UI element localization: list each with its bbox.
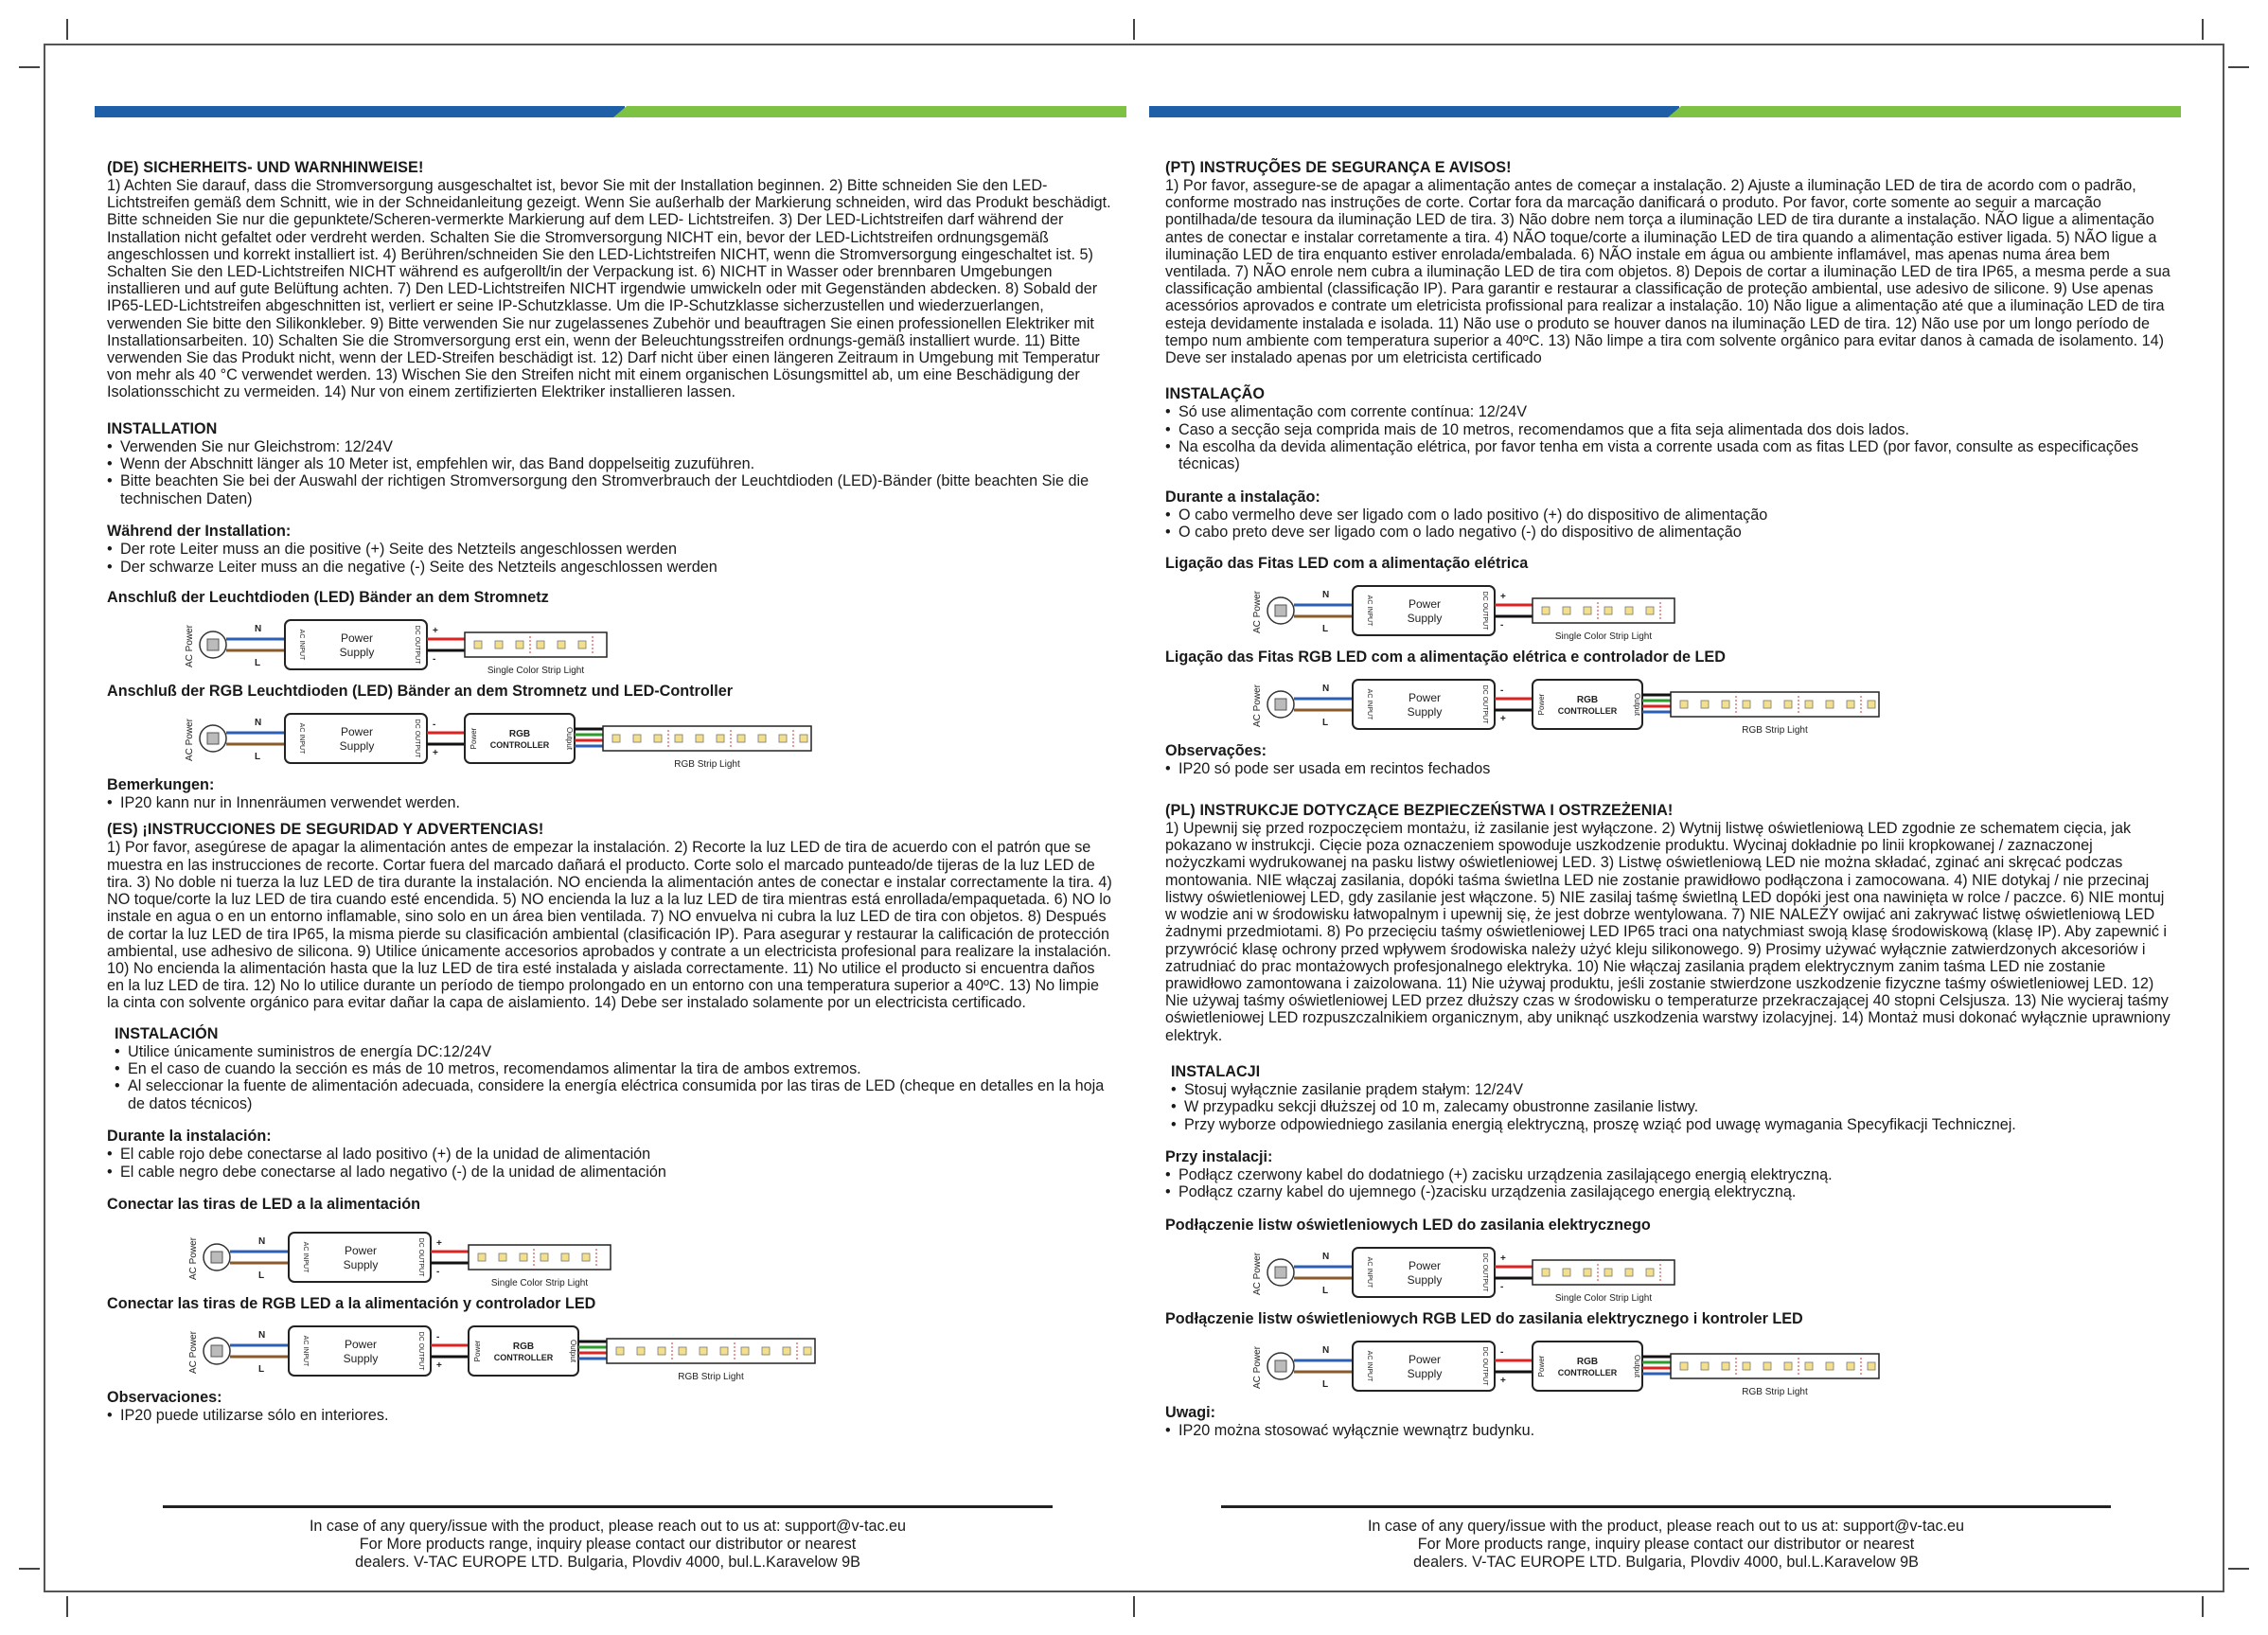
diagram-label: Supply bbox=[1407, 704, 1443, 719]
led-chip-icon bbox=[1743, 701, 1750, 708]
list-item: • Podłącz czerwony kabel do dodatniego (+) zacisku urządzenia zasilającego energią elektryczną. bbox=[1165, 1166, 2171, 1183]
diagram-label: L bbox=[255, 752, 261, 763]
plug-icon bbox=[1275, 605, 1286, 616]
diagram-label: RGB Strip Light bbox=[674, 759, 740, 771]
list-item: • En el caso de cuando la sección es más de 10 metros, recomendamos alimentar la tira de ambos extremos. bbox=[115, 1060, 1112, 1077]
footer-line: dealers. V-TAC EUROPE LTD. Bulgaria, Plovdiv 4000, bul.L.Karavelow 9B bbox=[355, 1554, 860, 1571]
de-notes-title: Bemerkungen: bbox=[107, 776, 215, 794]
diagram-label: Single Color Strip Light bbox=[487, 666, 585, 677]
led-chip-icon bbox=[1847, 1362, 1854, 1370]
es-during bbox=[107, 1128, 1112, 1181]
diagram-label: DC OUTPUT bbox=[1481, 591, 1488, 631]
led-chip-icon bbox=[696, 735, 703, 742]
led-chip-icon bbox=[516, 641, 523, 649]
diagram-label: AC INPUT bbox=[1366, 1350, 1373, 1382]
diagram-label: RGB bbox=[512, 1341, 535, 1352]
pl-install bbox=[1165, 1063, 2171, 1133]
diagram-label: N bbox=[1322, 589, 1330, 600]
diagram-label: + bbox=[1500, 1375, 1506, 1386]
led-chip-icon bbox=[658, 1347, 665, 1355]
led-chip-icon bbox=[612, 735, 620, 742]
pl-section bbox=[1165, 802, 2171, 1044]
led-chip-icon bbox=[783, 1347, 790, 1355]
diagram-label: + bbox=[436, 1237, 442, 1249]
de-during bbox=[107, 523, 1112, 576]
diagram-label: + bbox=[1500, 1253, 1506, 1264]
list-item: • Na escolha da devida alimentação elétrica, por favor tenha em vista a corrente usada com as fitas LED (por favor, consulte as especificações técnicas) bbox=[1165, 438, 2171, 473]
diagram-label: Power bbox=[344, 1243, 378, 1257]
pt-section bbox=[1165, 159, 2171, 366]
diagram-label: DC OUTPUT bbox=[414, 625, 420, 665]
led-chip-icon bbox=[495, 641, 503, 649]
diagram-label: DC OUTPUT bbox=[1481, 1253, 1488, 1292]
header-bar-right bbox=[1149, 106, 2181, 117]
footer-divider bbox=[163, 1505, 1053, 1508]
es-title: (ES) ¡INSTRUCCIONES DE SEGURIDAD Y ADVERTENCIAS! bbox=[107, 821, 544, 839]
led-chip-icon bbox=[1646, 1269, 1654, 1276]
diagram-label: Supply bbox=[339, 739, 375, 754]
pl-conn2-title: Podłączenie listw oświetleniowych RGB LED do zasilania elektrycznego i kontroler LED bbox=[1165, 1309, 1803, 1327]
diagram-label: Power bbox=[1537, 1355, 1546, 1377]
diagram-label: L bbox=[1322, 717, 1329, 728]
footer-line: For More products range, inquiry please contact our distributor or nearest bbox=[1417, 1536, 1915, 1553]
led-chip-icon bbox=[1584, 607, 1591, 614]
wiring-svg bbox=[1249, 1242, 1684, 1308]
de-install-title: INSTALLATION bbox=[107, 419, 218, 437]
list-item: • Przy wyborze odpowiedniego zasilania energią elektryczną, proszę wziąć pod uwagę wymagania Specyfikacji Technicznej. bbox=[1171, 1116, 2171, 1133]
plug-icon bbox=[207, 733, 219, 744]
led-chip-icon bbox=[578, 641, 586, 649]
footer-right bbox=[1306, 1518, 2026, 1572]
diagram-label: - bbox=[433, 654, 436, 666]
list-item: • Verwenden Sie nur Gleichstrom: 12/24V bbox=[107, 438, 1112, 455]
led-chip-icon bbox=[720, 1347, 728, 1355]
footer-line: For More products range, inquiry please contact our distributor or nearest bbox=[359, 1536, 857, 1553]
diagram-label: DC OUTPUT bbox=[1481, 684, 1488, 724]
pt-install-title: INSTALAÇÃO bbox=[1165, 385, 1265, 403]
pl-title: (PL) INSTRUKCJE DOTYCZĄCE BEZPIECZEŃSTWA I OSTRZEŻENIA! bbox=[1165, 802, 1674, 820]
footer-line: In case of any query/issue with the product, please reach out to us at: support@v-tac.eu bbox=[1367, 1518, 1965, 1535]
crop-mark bbox=[2202, 1596, 2204, 1617]
de-text: 1) Achten Sie darauf, dass die Stromversorgung ausgeschaltet ist, bevor Sie mit der Installation beginnen. 2) Bitte schneiden Sie den LED-Lichtstreifen gemäß dem Schnitt, wie in der Schneidanleitung gezeigt. Wenn Sie außerhalb der Markierung schneiden, wird das Produkt beschädigt. Bitte schneiden Sie nur die gepunktete/Scheren-vermerkte Markierung auf dem LED- Lichtstreifen. 3) Der LED-Lichtstreifen darf während der Installation nicht gefaltet oder verdreht werden. Schalten Sie die Stromversorgung NICHT ein, bevor der LED-Lichtstreifen ordnungsgemäß angeschlossen und korrekt installiert ist. 4) Berühren/schneiden Sie den LED-Lichtstreifen NICHT, wenn die Stromversorgung eingeschaltet ist. 5) Schalten Sie den LED-Lichtstreifen NICHT während es aufgerollt/in der Verpackung ist. 6) NICHT in Wasser oder brennbaren Umgebungen installieren und auf gute Belüftung achten. 7) Den LED-Lichtstreifen NICHT irgendwie umwickeln oder mit Gegenständen abdecken. 8) Sobald der IP65-LED-Lichtstreifen abgeschnitten ist, verliert er seine IP-Schutzklasse. Um die IP-Schutzklasse sicherzustellen und wiederzuerlangen, verwenden Sie bitte den Silikonkleber. 9) Bitte verwenden Sie nur zugelassenes Zubehör und beauftragen Sie einen professionellen Elektriker mit Installationsarbeiten. 10) Schalten Sie die Stromversorgung erst ein, wenn der Beleuchtungsstreifen ordnungs-gemäß installiert wurde. 11) Bitte verwenden Sie das Produkt nicht, wenn der LED-Streifen beschädigt ist. 12) Darf nicht über einen längeren Zeitraum in Umgebung mit Temperatur von mehr als 40 °C verwendet werden. 13) Wischen Sie den Streifen nicht mit einem organischen Lösungsmittel ab, um eine Beschädigung der Isolationsschicht zu vermeiden. 14) Nur von einem zertifizierten Elektriker installieren lassen. bbox=[107, 177, 1111, 401]
led-chip-icon bbox=[1805, 1362, 1813, 1370]
diagram-label: Supply bbox=[343, 1351, 379, 1365]
led-chip-icon bbox=[1722, 1362, 1729, 1370]
led-chip-icon bbox=[1826, 1362, 1834, 1370]
pl-notes-title: Uwagi: bbox=[1165, 1403, 1216, 1421]
es-notes bbox=[107, 1389, 1112, 1424]
wiring-diagram-single bbox=[1249, 1242, 2171, 1304]
list-item: • Caso a secção seja comprida mais de 10 metros, recomendamos que a fita seja alimentada dos dois lados. bbox=[1165, 421, 2171, 438]
power-supply-icon bbox=[1353, 586, 1495, 635]
crop-mark bbox=[19, 66, 40, 68]
power-supply-icon bbox=[289, 1326, 431, 1376]
diagram-label: CONTROLLER bbox=[493, 1352, 554, 1362]
diagram-label: AC INPUT bbox=[1366, 688, 1373, 720]
diagram-label: Supply bbox=[343, 1257, 379, 1271]
de-section bbox=[107, 159, 1112, 401]
diagram-label: Single Color Strip Light bbox=[490, 1277, 589, 1288]
diagram-label: RGB bbox=[1576, 694, 1599, 705]
diagram-label: AC Power bbox=[188, 1330, 199, 1374]
diagram-label: Supply bbox=[1407, 1366, 1443, 1380]
list-item: • Der schwarze Leiter muss an die negative (-) Seite des Netzteils angeschlossen werden bbox=[107, 559, 1112, 576]
diagram-label: CONTROLLER bbox=[1557, 1367, 1618, 1377]
list-item: • IP20 kann nur in Innenräumen verwendet werden. bbox=[107, 794, 1112, 811]
led-chip-icon bbox=[1868, 1362, 1875, 1370]
diagram-label: - bbox=[1500, 1281, 1504, 1292]
led-chip-icon bbox=[499, 1253, 506, 1261]
crop-mark bbox=[1133, 19, 1135, 40]
plug-icon bbox=[1275, 699, 1286, 710]
power-supply-icon bbox=[285, 714, 427, 763]
diagram-label: Power bbox=[1537, 693, 1546, 716]
diagram-label: Output bbox=[1633, 1354, 1641, 1377]
diagram-label: RGB Strip Light bbox=[1742, 1386, 1808, 1397]
diagram-label: N bbox=[255, 718, 262, 729]
wiring-diagram-single bbox=[181, 614, 1112, 677]
diagram-label: Output bbox=[1633, 692, 1641, 716]
led-chip-icon bbox=[1604, 607, 1612, 614]
power-supply-icon bbox=[1353, 1248, 1495, 1297]
diagram-label: - bbox=[433, 720, 436, 731]
led-chip-icon bbox=[758, 735, 766, 742]
led-chip-icon bbox=[540, 1253, 548, 1261]
led-chip-icon bbox=[1584, 1269, 1591, 1276]
list-item: • IP20 puede utilizarse sólo en interiores. bbox=[107, 1407, 1112, 1424]
led-chip-icon bbox=[700, 1347, 707, 1355]
led-chip-icon bbox=[478, 1253, 486, 1261]
led-chip-icon bbox=[558, 641, 565, 649]
list-item: • Só use alimentação com corrente contínua: 12/24V bbox=[1165, 403, 2171, 420]
diagram-label: N bbox=[1322, 1344, 1330, 1356]
wiring-svg bbox=[1249, 580, 1684, 647]
led-chip-icon bbox=[633, 735, 641, 742]
list-item: • W przypadku sekcji dłuższej od 10 m, zalecamy obustronne zasilanie listwy. bbox=[1171, 1098, 2171, 1115]
led-chip-icon bbox=[1763, 701, 1771, 708]
led-chip-icon bbox=[779, 735, 787, 742]
led-chip-icon bbox=[537, 641, 544, 649]
es-text: 1) Por favor, asegúrese de apagar la alimentación antes de empezar la instalación. 2) Recorte la luz LED de tira de acuerdo con el patrón que se muestra en las instrucciones de recorte. Cortar fuera del marcado dañará el producto. Corte solo el marcado punteado/de tijeras de la luz LED de tira. 3) No doble ni tuerza la luz LED de tira durante la instalación. NO encienda la alimentación antes de conectar e instalar correctamente la tira. 4) NO toque/corte la luz LED de tira cuando esté encendida. 5) NO encienda la luz a la luz LED de tira mientras está enrollada/empaquetada. 6) NO lo instale en agua o en un entorno inflamable, sino solo en un área bien ventilada. 7) NO envuelva ni cubra la luz LED de tira con objetos. 8) Después de cortar la luz LED de tira IP65, la misma pierde su clasificación ambiental (clasificación IP). Para asegurar y restaurar la calificación de protección ambiental, use adhesivo de silicona. 9) Utilice únicamente accesorios aprobados y contrate a un electricista profesional para realizare la instalación. 10) No encienda la alimentación hasta que la luz LED de tira esté instalada y aislada correctamente. 11) No utilice el producto si encuentra daños en la luz LED de tira. 12) No lo utilice durante un período de tiempo prolongado en un entorno con una temperatura superior a 40ºC. 13) No limpie la cinta con solvente orgánico para evitar dañar la capa de aislamiento. 14) Debe ser instalado solamente por un electricista certificado. bbox=[107, 839, 1112, 1012]
diagram-label: + bbox=[433, 626, 438, 637]
footer-line: dealers. V-TAC EUROPE LTD. Bulgaria, Plovdiv 4000, bul.L.Karavelow 9B bbox=[1413, 1554, 1919, 1571]
led-chip-icon bbox=[1701, 1362, 1709, 1370]
de-during-title: Während der Installation: bbox=[107, 523, 292, 541]
diagram-label: AC Power bbox=[188, 1236, 199, 1280]
wiring-svg bbox=[1249, 674, 1911, 740]
diagram-label: L bbox=[1322, 623, 1329, 634]
footer-line: In case of any query/issue with the product, please reach out to us at: support@v-tac.eu bbox=[309, 1518, 907, 1535]
plug-icon bbox=[211, 1252, 222, 1263]
header-bar-left bbox=[95, 106, 1126, 117]
diagram-label: Power bbox=[1408, 690, 1442, 704]
left-column bbox=[107, 159, 1112, 1424]
diagram-label: Output bbox=[569, 1339, 577, 1362]
diagram-label: - bbox=[1500, 1346, 1504, 1358]
led-chip-icon bbox=[741, 1347, 749, 1355]
footer-divider bbox=[1221, 1505, 2111, 1508]
diagram-label: AC INPUT bbox=[302, 1335, 309, 1367]
list-item: • El cable negro debe conectarse al lado negativo (-) de la unidad de alimentación bbox=[107, 1164, 1112, 1181]
list-item: • Utilice únicamente suministros de energía DC:12/24V bbox=[115, 1043, 1112, 1060]
led-chip-icon bbox=[1826, 701, 1834, 708]
list-item: • Al seleccionar la fuente de alimentación adecuada, considere la energía eléctrica consumida por las tiras de LED (cheque en detalles en la hoja de datos técnicos) bbox=[115, 1077, 1112, 1112]
led-chip-icon bbox=[679, 1347, 686, 1355]
es-conn1-title: Conectar las tiras de LED a la alimentación bbox=[107, 1195, 421, 1213]
led-chip-icon bbox=[1680, 701, 1688, 708]
es-during-title: Durante la instalación: bbox=[107, 1128, 272, 1146]
pt-during-title: Durante a instalação: bbox=[1165, 488, 1320, 506]
led-chip-icon bbox=[804, 1347, 811, 1355]
wiring-svg bbox=[1249, 1336, 1911, 1402]
right-column bbox=[1165, 159, 2171, 1439]
diagram-label: N bbox=[255, 624, 262, 635]
pl-during bbox=[1165, 1148, 2171, 1201]
es-install-title: INSTALACIÓN bbox=[115, 1024, 219, 1042]
diagram-label: Power bbox=[344, 1337, 378, 1351]
diagram-label: Power bbox=[1408, 1258, 1442, 1272]
de-notes bbox=[107, 776, 1112, 811]
crop-mark bbox=[1133, 1596, 1135, 1617]
wiring-diagram-rgb bbox=[1249, 1336, 2171, 1395]
pt-notes bbox=[1165, 742, 2171, 777]
crop-mark bbox=[66, 1596, 68, 1617]
led-chip-icon bbox=[1680, 1362, 1688, 1370]
diagram-label: N bbox=[258, 1235, 266, 1247]
led-chip-icon bbox=[1722, 701, 1729, 708]
led-chip-icon bbox=[582, 1253, 590, 1261]
wiring-svg bbox=[185, 1227, 620, 1293]
diagram-label: Power bbox=[340, 725, 374, 739]
pt-notes-title: Observações: bbox=[1165, 741, 1267, 759]
diagram-label: AC Power bbox=[1252, 590, 1263, 633]
es-install bbox=[107, 1025, 1112, 1113]
es-notes-title: Observaciones: bbox=[107, 1388, 222, 1406]
led-chip-icon bbox=[1625, 607, 1633, 614]
led-chip-icon bbox=[1542, 1269, 1550, 1276]
diagram-label: - bbox=[436, 1331, 440, 1342]
led-chip-icon bbox=[637, 1347, 645, 1355]
pt-title: (PT) INSTRUÇÕES DE SEGURANÇA E AVISOS! bbox=[1165, 159, 1512, 176]
list-item: • Bitte beachten Sie bei der Auswahl der richtigen Stromversorgung den Stromverbrauch der Leuchtdioden (LED)-Bänder (bitte beachten Sie die technischen Daten) bbox=[107, 472, 1112, 507]
diagram-label: Supply bbox=[339, 646, 375, 660]
plug-icon bbox=[211, 1345, 222, 1357]
wiring-svg bbox=[181, 614, 616, 681]
es-section bbox=[107, 821, 1112, 1011]
led-chip-icon bbox=[616, 1347, 624, 1355]
de-install bbox=[107, 420, 1112, 508]
pl-conn1-title: Podłączenie listw oświetleniowych LED do zasilania elektrycznego bbox=[1165, 1216, 1651, 1234]
diagram-label: + bbox=[1500, 591, 1506, 602]
diagram-label: + bbox=[1500, 713, 1506, 724]
pt-conn2-title: Ligação das Fitas RGB LED com a alimentação elétrica e controlador de LED bbox=[1165, 648, 1726, 666]
diagram-label: AC Power bbox=[1252, 1345, 1263, 1389]
pl-during-title: Przy instalacji: bbox=[1165, 1147, 1273, 1165]
diagram-label: DC OUTPUT bbox=[414, 719, 420, 758]
diagram-label: N bbox=[1322, 1251, 1330, 1262]
wiring-diagram-single bbox=[1249, 580, 2171, 642]
led-chip-icon bbox=[1563, 1269, 1570, 1276]
diagram-label: - bbox=[1500, 619, 1504, 631]
led-chip-icon bbox=[1784, 1362, 1792, 1370]
led-chip-icon bbox=[1625, 1269, 1633, 1276]
pt-text: 1) Por favor, assegure-se de apagar a alimentação antes de começar a instalação. 2) Ajuste a iluminação LED de tira de acordo com o padrão, conforme mostrado nas instruções de corte. Cortar fora da marcação danificará o produto. Por favor, corte somente ao seguir a marcação pontilhada/de tesoura da iluminação LED de tira. 3) Não dobre nem torça a iluminação LED de tira durante a instalação. NÃO ligue a alimentação antes de conectar e instalar corretamente a tira. 4) NÃO toque/corte a iluminação LED de tira quando a alimentação estiver ligada. 5) NÃO ligue a iluminação LED de tira enquanto estiver enrolada/embalada. 6) NÃO instale em água ou ambiente inflamável, mas apenas numa área bem ventilada. 7) NÃO enrole nem cubra a iluminação LED de tira com objetos. 8) Depois de cortar a iluminação LED de tira IP65, a mesma perde a sua classificação ambiental (classificação IP). Para garantir e restaurar a classificação de proteção ambiental, use adesivo de silicone. 9) Use apenas acessórios aprovados e contrate um eletricista profissional para realizar a instalação. 10) Não ligue a alimentação até que a iluminação LED de tira esteja devidamente instalada e isolada. 11) Não use o produto se houver danos na iluminação LED de tira. 12) Não use por um longo período de tempo num ambiente com temperatura superior a 40ºC. 13) Não limpe a tira com solvente orgânico para evitar danos à camada de isolamento. 14) Deve ser instalado apenas por um eletricista certificado bbox=[1165, 177, 2171, 367]
diagram-label: AC Power bbox=[1252, 684, 1263, 727]
diagram-label: Power bbox=[340, 631, 374, 646]
diagram-label: L bbox=[1322, 1378, 1329, 1390]
wiring-diagram-rgb bbox=[181, 708, 1112, 771]
de-title: (DE) SICHERHEITS- UND WARNHINWEISE! bbox=[107, 159, 424, 176]
diagram-label: AC Power bbox=[185, 625, 195, 668]
list-item: • El cable rojo debe conectarse al lado positivo (+) de la unidad de alimentación bbox=[107, 1146, 1112, 1163]
led-chip-icon bbox=[654, 735, 662, 742]
led-chip-icon bbox=[737, 735, 745, 742]
wiring-svg bbox=[181, 708, 843, 774]
plug-icon bbox=[207, 639, 219, 650]
diagram-label: N bbox=[1322, 683, 1330, 694]
diagram-label: RGB Strip Light bbox=[678, 1371, 744, 1382]
diagram-label: Power bbox=[470, 727, 478, 750]
diagram-label: Output bbox=[565, 727, 574, 751]
diagram-label: Power bbox=[1408, 1352, 1442, 1366]
diagram-label: Supply bbox=[1407, 611, 1443, 625]
diagram-label: + bbox=[436, 1360, 442, 1371]
led-chip-icon bbox=[717, 735, 724, 742]
power-supply-icon bbox=[1353, 680, 1495, 729]
plug-icon bbox=[1275, 1267, 1286, 1278]
pl-notes bbox=[1165, 1404, 2171, 1439]
wiring-diagram-rgb bbox=[1249, 674, 2171, 736]
led-chip-icon bbox=[1646, 607, 1654, 614]
led-chip-icon bbox=[561, 1253, 569, 1261]
crop-mark bbox=[2228, 66, 2249, 68]
diagram-label: CONTROLLER bbox=[489, 740, 550, 751]
diagram-label: AC INPUT bbox=[1366, 595, 1373, 627]
power-supply-icon bbox=[1353, 1342, 1495, 1391]
diagram-label: RGB Strip Light bbox=[1742, 724, 1808, 736]
led-chip-icon bbox=[1604, 1269, 1612, 1276]
diagram-label: AC INPUT bbox=[298, 629, 305, 661]
diagram-label: DC OUTPUT bbox=[1481, 1346, 1488, 1386]
pt-during bbox=[1165, 489, 2171, 542]
diagram-label: L bbox=[255, 658, 261, 669]
led-chip-icon bbox=[675, 735, 682, 742]
led-chip-icon bbox=[1542, 607, 1550, 614]
led-chip-icon bbox=[1784, 701, 1792, 708]
power-supply-icon bbox=[289, 1233, 431, 1282]
diagram-label: Supply bbox=[1407, 1272, 1443, 1287]
diagram-label: AC INPUT bbox=[1366, 1256, 1373, 1288]
pl-install-title: INSTALACJI bbox=[1171, 1062, 1261, 1080]
diagram-label: N bbox=[258, 1329, 266, 1341]
diagram-label: L bbox=[1322, 1285, 1329, 1296]
pt-install bbox=[1165, 385, 2171, 473]
diagram-label: RGB bbox=[1576, 1356, 1599, 1367]
diagram-label: Power bbox=[473, 1340, 482, 1362]
diagram-label: DC OUTPUT bbox=[417, 1331, 424, 1371]
led-chip-icon bbox=[1805, 701, 1813, 708]
diagram-label: AC INPUT bbox=[302, 1241, 309, 1273]
diagram-label: CONTROLLER bbox=[1557, 705, 1618, 716]
list-item: • IP20 só pode ser usada em recintos fechados bbox=[1165, 760, 2171, 777]
list-item: • IP20 można stosować wyłącznie wewnątrz budynku. bbox=[1165, 1422, 2171, 1439]
led-chip-icon bbox=[1701, 701, 1709, 708]
diagram-label: DC OUTPUT bbox=[417, 1237, 424, 1277]
led-chip-icon bbox=[1763, 1362, 1771, 1370]
wiring-diagram-single bbox=[185, 1227, 1112, 1286]
crop-mark bbox=[2202, 19, 2204, 40]
list-item: • O cabo vermelho deve ser ligado com o lado positivo (+) do dispositivo de alimentação bbox=[1165, 506, 2171, 524]
led-chip-icon bbox=[800, 735, 807, 742]
list-item: • O cabo preto deve ser ligado com o lado negativo (-) do dispositivo de alimentação bbox=[1165, 524, 2171, 541]
plug-icon bbox=[1275, 1360, 1286, 1372]
led-chip-icon bbox=[520, 1253, 527, 1261]
list-item: • Der rote Leiter muss an die positive (+) Seite des Netzteils angeschlossen werden bbox=[107, 541, 1112, 558]
list-item: • Stosuj wyłącznie zasilanie prądem stałym: 12/24V bbox=[1171, 1081, 2171, 1098]
power-supply-icon bbox=[285, 620, 427, 669]
led-chip-icon bbox=[762, 1347, 770, 1355]
diagram-label: - bbox=[436, 1266, 440, 1277]
led-chip-icon bbox=[1847, 701, 1854, 708]
diagram-label: RGB bbox=[508, 729, 531, 740]
diagram-label: Power bbox=[1408, 596, 1442, 611]
footer-left bbox=[248, 1518, 967, 1572]
wiring-diagram-rgb bbox=[185, 1321, 1112, 1382]
crop-mark bbox=[2228, 1568, 2249, 1570]
diagram-label: + bbox=[433, 748, 438, 759]
de-conn2-title: Anschluß der RGB Leuchtdioden (LED) Bänder an dem Stromnetz und LED-Controller bbox=[107, 683, 734, 701]
pt-conn1-title: Ligação das Fitas LED com a alimentação elétrica bbox=[1165, 554, 1529, 572]
de-conn1-title: Anschluß der Leuchtdioden (LED) Bänder an dem Stromnetz bbox=[107, 589, 549, 607]
wiring-svg bbox=[185, 1321, 847, 1387]
diagram-label: Single Color Strip Light bbox=[1554, 631, 1653, 642]
led-chip-icon bbox=[1563, 607, 1570, 614]
es-conn2-title: Conectar las tiras de RGB LED a la alimentación y controlador LED bbox=[107, 1294, 596, 1312]
diagram-label: - bbox=[1500, 684, 1504, 696]
diagram-label: AC INPUT bbox=[298, 722, 305, 755]
list-item: • Podłącz czarny kabel do ujemnego (-)zacisku urządzenia zasilającego energią elektryczną. bbox=[1165, 1183, 2171, 1200]
diagram-label: Single Color Strip Light bbox=[1554, 1292, 1653, 1304]
list-item: • Wenn der Abschnitt länger als 10 Meter ist, empfehlen wir, das Band doppelseitig zuzuführen. bbox=[107, 455, 1112, 472]
crop-mark bbox=[19, 1568, 40, 1570]
crop-mark bbox=[66, 19, 68, 40]
diagram-label: L bbox=[258, 1363, 265, 1375]
pl-text: 1) Upewnij się przed rozpoczęciem montażu, iż zasilanie jest wyłączone. 2) Wytnij listwę oświetleniową LED zgodnie ze schematem cięcia, jak pokazano w instrukcji. Cięcie poza oznaczeniem spowoduje uszkodzenie produktu. Wycinaj dokładnie po linii kropkowanej / zaznaczonej nożyczkami wydrukowanej na pasku listwy oświetleniowej LED. 3) Listwę oświetleniową LED nie można składać, zginać ani skręcać podczas montowania. NIE włączaj zasilania, dopóki taśma świetlna LED nie zostanie prawidłowo podłączona i zamocowana. 4) NIE dotykaj / nie przecinaj listwy oświetleniowej LED, gdy zasilanie jest włączone. 5) NIE zasilaj taśmę świetlną LED dopóki jest ona nawinięta w rolce / paczce. 6) NIE montuj w wodzie ani w środowisku łatwopalnym i upewnij się, że jest dobrze wentylowana. 7) NIE NALEŻY owijać ani zakrywać listwę oświetleniową LED żadnymi przedmiotami. 8) Po przecięciu taśmy oświetleniowej LED IP65 traci ona natychmiast swoją klasę środowiskową (klasę IP). Aby zapewnić i przywrócić klasę ochrony przed wpływem środowiska należy użyć kleju silikonowego. 9) Prosimy używać wyłącznie zatwierdzonych akcesoriów i zatrudniać do prac montażowych profesjonalnego elektryka. 10) Nie włączaj zasilania prądem elektrycznym zanim taśma LED nie zostanie prawidłowo zamontowana i zaizolowana. 11) Nie używaj produktu, jeśli zostanie stwierdzone uszkodzenie fizyczne taśmy oświetleniowej LED. 12) Nie używaj taśmy oświetleniowej LED przez dłuższy czas w środowisku o temperaturze przekraczającej 40 stopni Celsjusza. 13) Nie wycieraj taśmy oświetleniowej LED rozpuszczalnikiem organicznym, aby uniknąć uszkodzenia warstwy izolacyjnej. 14) Montaż musi dokonać wyłącznie uprawniony elektryk. bbox=[1165, 820, 2171, 1044]
led-chip-icon bbox=[1868, 701, 1875, 708]
diagram-label: AC Power bbox=[185, 719, 195, 762]
diagram-label: L bbox=[258, 1270, 265, 1281]
led-chip-icon bbox=[474, 641, 482, 649]
diagram-label: AC Power bbox=[1252, 1252, 1263, 1295]
led-chip-icon bbox=[1743, 1362, 1750, 1370]
